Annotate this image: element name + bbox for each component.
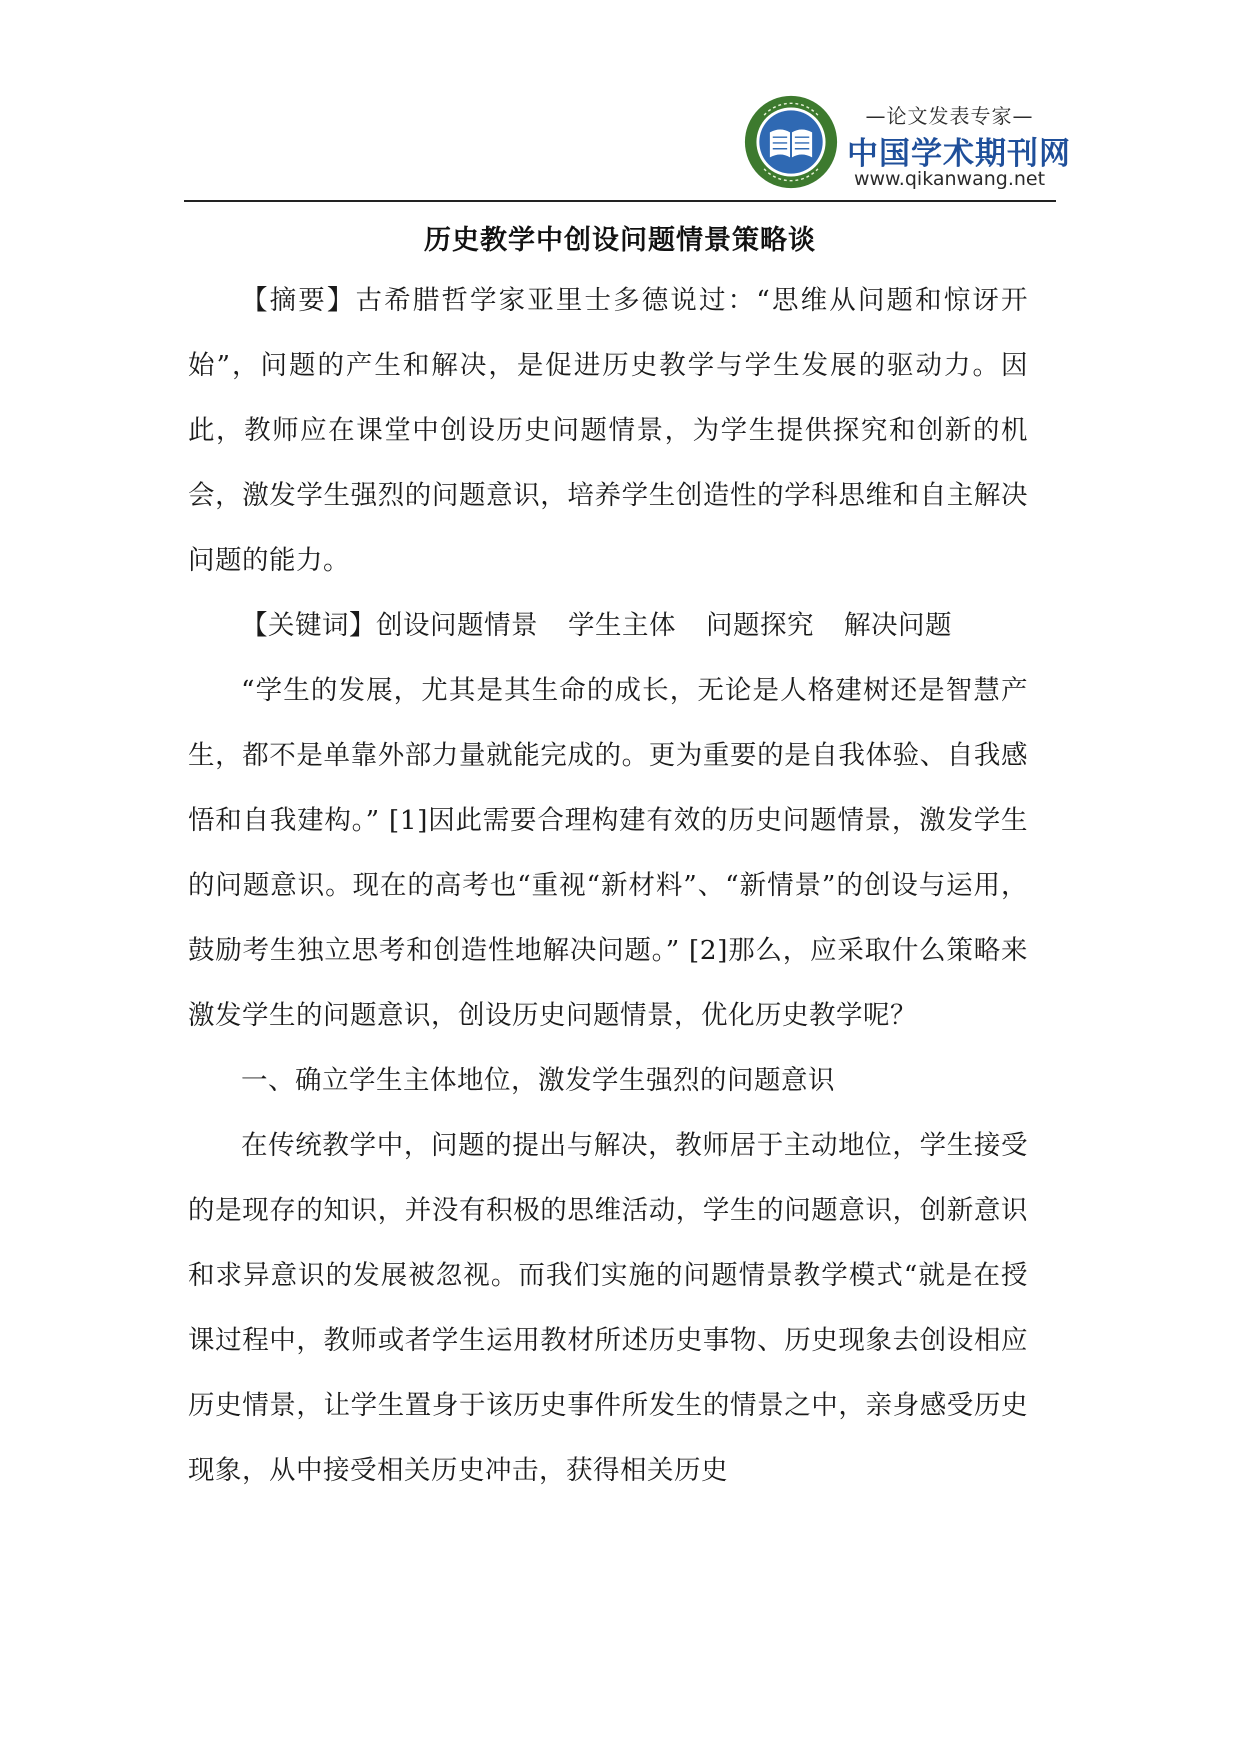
section-heading: 一、确立学生主体地位，激发学生强烈的问题意识: [241, 1065, 835, 1096]
keywords-line: [188, 593, 1028, 658]
book-seal-icon: [743, 94, 839, 190]
keywords-label: 【关键词】: [241, 610, 376, 641]
article-body: [188, 268, 1028, 1503]
publisher-logo: [735, 86, 1071, 198]
header-divider: [184, 200, 1056, 202]
keyword: 创设问题情景: [376, 610, 538, 641]
abstract-paragraph: 【摘要】古希腊哲学家亚里士多德说过：“思维从问题和惊讶开始”，问题的产生和解决，是促进历史教学与学生发展的驱动力。因此，教师应在课堂中创设历史问题情景，为学生提供探究和创新的机会，激发学生强烈的问题意识，培养学生创造性的学科思维和自主解决问题的能力。: [188, 285, 1028, 576]
logo-tagline: —论文发表专家—: [865, 104, 1034, 128]
keyword: 解决问题: [844, 610, 952, 641]
article-title: 历史教学中创设问题情景策略谈: [424, 225, 816, 256]
intro-paragraph: “学生的发展，尤其是其生命的成长，无论是人格建树还是智慧产生，都不是单靠外部力量就能完成的。更为重要的是自我体验、自我感悟和自我建构。” [1]因此需要合理构建有效的历史问题情景，激发学生的问题意识。现在的高考也“重视“新材料”、“新情景”的创设与运用，鼓励考生独立思考和创造性地解决问题。” [2]那么，应采取什么策略来激发学生的问题意识，创设历史问题情景，优化历史教学呢？: [188, 675, 1028, 1031]
body-paragraph: 在传统教学中，问题的提出与解决，教师居于主动地位，学生接受的是现存的知识，并没有积极的思维活动，学生的问题意识，创新意识和求异意识的发展被忽视。而我们实施的问题情景教学模式“就是在授课过程中，教师或者学生运用教材所述历史事物、历史现象去创设相应历史情景，让学生置身于该历史事件所发生的情景之中，亲身感受历史现象，从中接受相关历史冲击，获得相关历史: [188, 1130, 1028, 1486]
logo-url: www.qikanwang.net: [853, 168, 1046, 190]
keyword: 学生主体: [568, 610, 676, 641]
keyword: 问题探究: [706, 610, 814, 641]
logo-brand-name: 中国学术期刊网: [847, 136, 1071, 172]
